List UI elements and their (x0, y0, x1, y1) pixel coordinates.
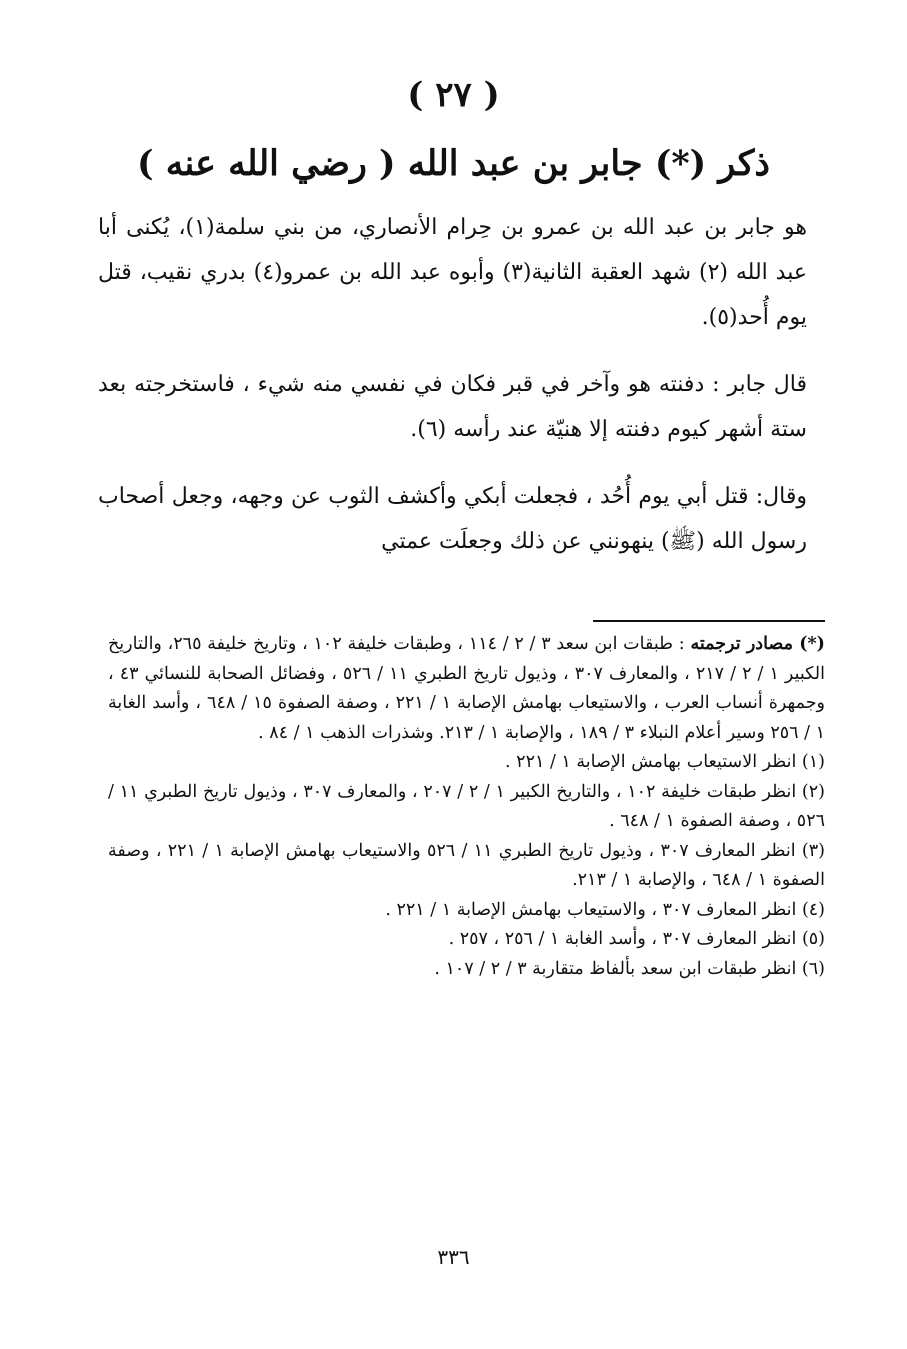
paragraph: وقال: قتل أبي يوم أُحُد ، فجعلت أبكي وأكشف الثوب عن وجهه، وجعل أصحاب رسول الله (ﷺ) ينهونني عن ذلك وجعلَت عمتي (98, 484, 807, 554)
sources-text: : طبقات ابن سعد ٣ / ٢ / ١١٤ ، وطبقات خليفة ١٠٢ ، وتاريخ خليفة ٢٦٥، والتاريخ الكبير ١ / ٢ / ٢١٧ ، والمعارف ٣٠٧ ، وذيول تاريخ الطبري ١١ / ٥٢٦ ، وفضائل الصحابة للنسائي ٤٣ ، وجمهرة أنساب العرب ، والاستيعاب بهامش الإصابة ١ / ٢٢١ ، وصفة الصفوة ١٥ / ٦٤٨ ، وأسد الغابة ١ / ٢٥٦ وسير أعلام النبلاء ٣ / ١٨٩ ، والإصابة ١ / ٢١٣. وشذرات الذهب ١ / ٨٤ . (108, 634, 826, 743)
chapter-number: ( ٢٧ ) (407, 75, 500, 115)
main-text (98, 205, 807, 586)
footnotes (108, 630, 825, 984)
footnote: (٦) انظر طبقات ابن سعد بألفاظ متقاربة ٣ / ٢ / ١٠٧ . (434, 958, 825, 979)
paragraph: هو جابر بن عبد الله بن عمرو بن حِرام الأنصاري، من بني سلمة(١)، يُكنى أبا عبد الله (٢) شهد العقبة الثانية(٣) وأبوه عبد الله بن عمرو(٤) بدري نقيب، قتل يوم أُحد(٥). (98, 215, 807, 330)
footnote: (٤) انظر المعارف ٣٠٧ ، والاستيعاب بهامش الإصابة ١ / ٢٢١ . (385, 899, 825, 920)
footnote-divider (593, 620, 825, 622)
paragraph: قال جابر : دفنته هو وآخر في قبر فكان في نفسي منه شيء ، فاستخرجته بعد ستة أشهر كيوم دفنته إلا هنيّة عند رأسه (٦). (98, 372, 807, 442)
footnote: (٣) انظر المعارف ٣٠٧ ، وذيول تاريخ الطبري ١١ / ٥٢٦ والاستيعاب بهامش الإصابة ١ / ٢٢١ ، وصفة الصفوة ١ / ٦٤٨ ، والإصابة ١ / ٢١٣. (108, 840, 825, 890)
footnote: (٥) انظر المعارف ٣٠٧ ، وأسد الغابة ١ / ٢٥٦ ، ٢٥٧ . (448, 929, 825, 949)
page-number: ٣٣٦ (437, 1245, 470, 1269)
footnote: (٢) انظر طبقات خليفة ١٠٢ ، والتاريخ الكبير ١ / ٢ / ٢٠٧ ، والمعارف ٣٠٧ ، وذيول تاريخ الطبري ١١ / ٥٢٦ ، وصفة الصفوة ١ / ٦٤٨ . (108, 781, 825, 831)
sources-heading: (*) مصادر ترجمته (690, 634, 825, 654)
footnote: (١) انظر الاستيعاب بهامش الإصابة ١ / ٢٢١ . (505, 752, 825, 772)
chapter-title: ذكر (*) جابر بن عبد الله ( رضي الله عنه ) (137, 143, 770, 184)
footnote-sources (108, 630, 825, 748)
